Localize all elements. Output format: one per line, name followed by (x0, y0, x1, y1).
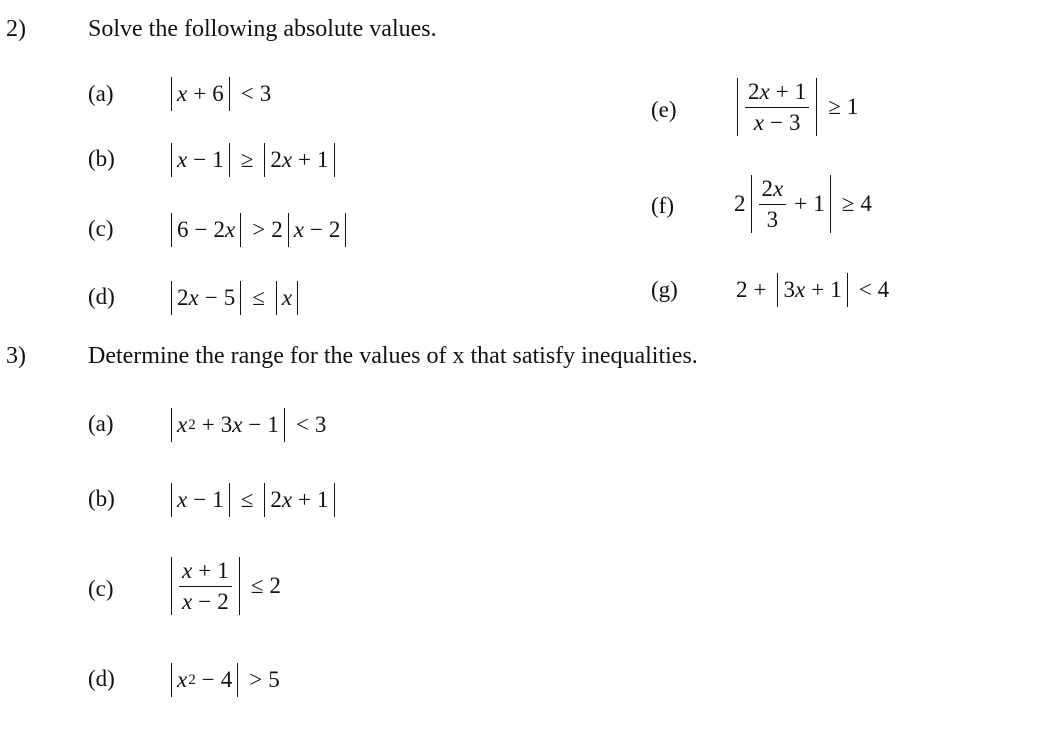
q3-part-d-expression: x 2 − 4 > 5 (166, 663, 280, 697)
q2-part-b-expression: x − 1 ≥ 2 x + 1 (166, 143, 340, 177)
q2-part-g-expression: 2 + 3 x + 1 < 4 (736, 273, 889, 307)
q3-part-a-expression: x 2 + 3 x − 1 < 3 (166, 408, 326, 442)
q2-part-a-label: (a) (88, 81, 114, 106)
q2-part-g-label: (g) (651, 277, 678, 302)
q2-part-f-expression: 2 $\frac{2x}{3}$ + 1 ≥ 4 (734, 175, 872, 232)
q2-part-e-label: (e) (651, 97, 677, 122)
q3-part-c-label: (c) (88, 576, 114, 601)
q2-part-b-label: (b) (88, 146, 115, 171)
q2-part-a-expression: x + 6 < 3 (166, 77, 271, 111)
q2-part-e-expression: $\frac{2x + 1}{x - 3}$ ≥ 1 (732, 78, 858, 136)
q2-part-f-label: (f) (651, 193, 674, 218)
question-2-number: 2) (6, 16, 26, 42)
q2-part-d-expression: 2 x − 5 ≤ x (166, 281, 303, 315)
q3-part-b-expression: x − 1 ≤ 2 x + 1 (166, 483, 340, 517)
question-3-text: Determine the range for the values of x that satisfy inequalities. (88, 343, 698, 369)
q3-part-d-label: (d) (88, 666, 115, 691)
q3-part-b-label: (b) (88, 486, 115, 511)
q2-part-d-label: (d) (88, 284, 115, 309)
question-2-text: Solve the following absolute values. (88, 16, 437, 42)
q3-part-c-expression: $\frac{x + 1}{x - 2}$ ≤ 2 (166, 557, 281, 615)
q2-part-c-label: (c) (88, 216, 114, 241)
question-3-number: 3) (6, 343, 26, 369)
q2-part-c-expression: 6 − 2 x > 2 x − 2 (166, 213, 351, 247)
q3-part-a-label: (a) (88, 411, 114, 436)
